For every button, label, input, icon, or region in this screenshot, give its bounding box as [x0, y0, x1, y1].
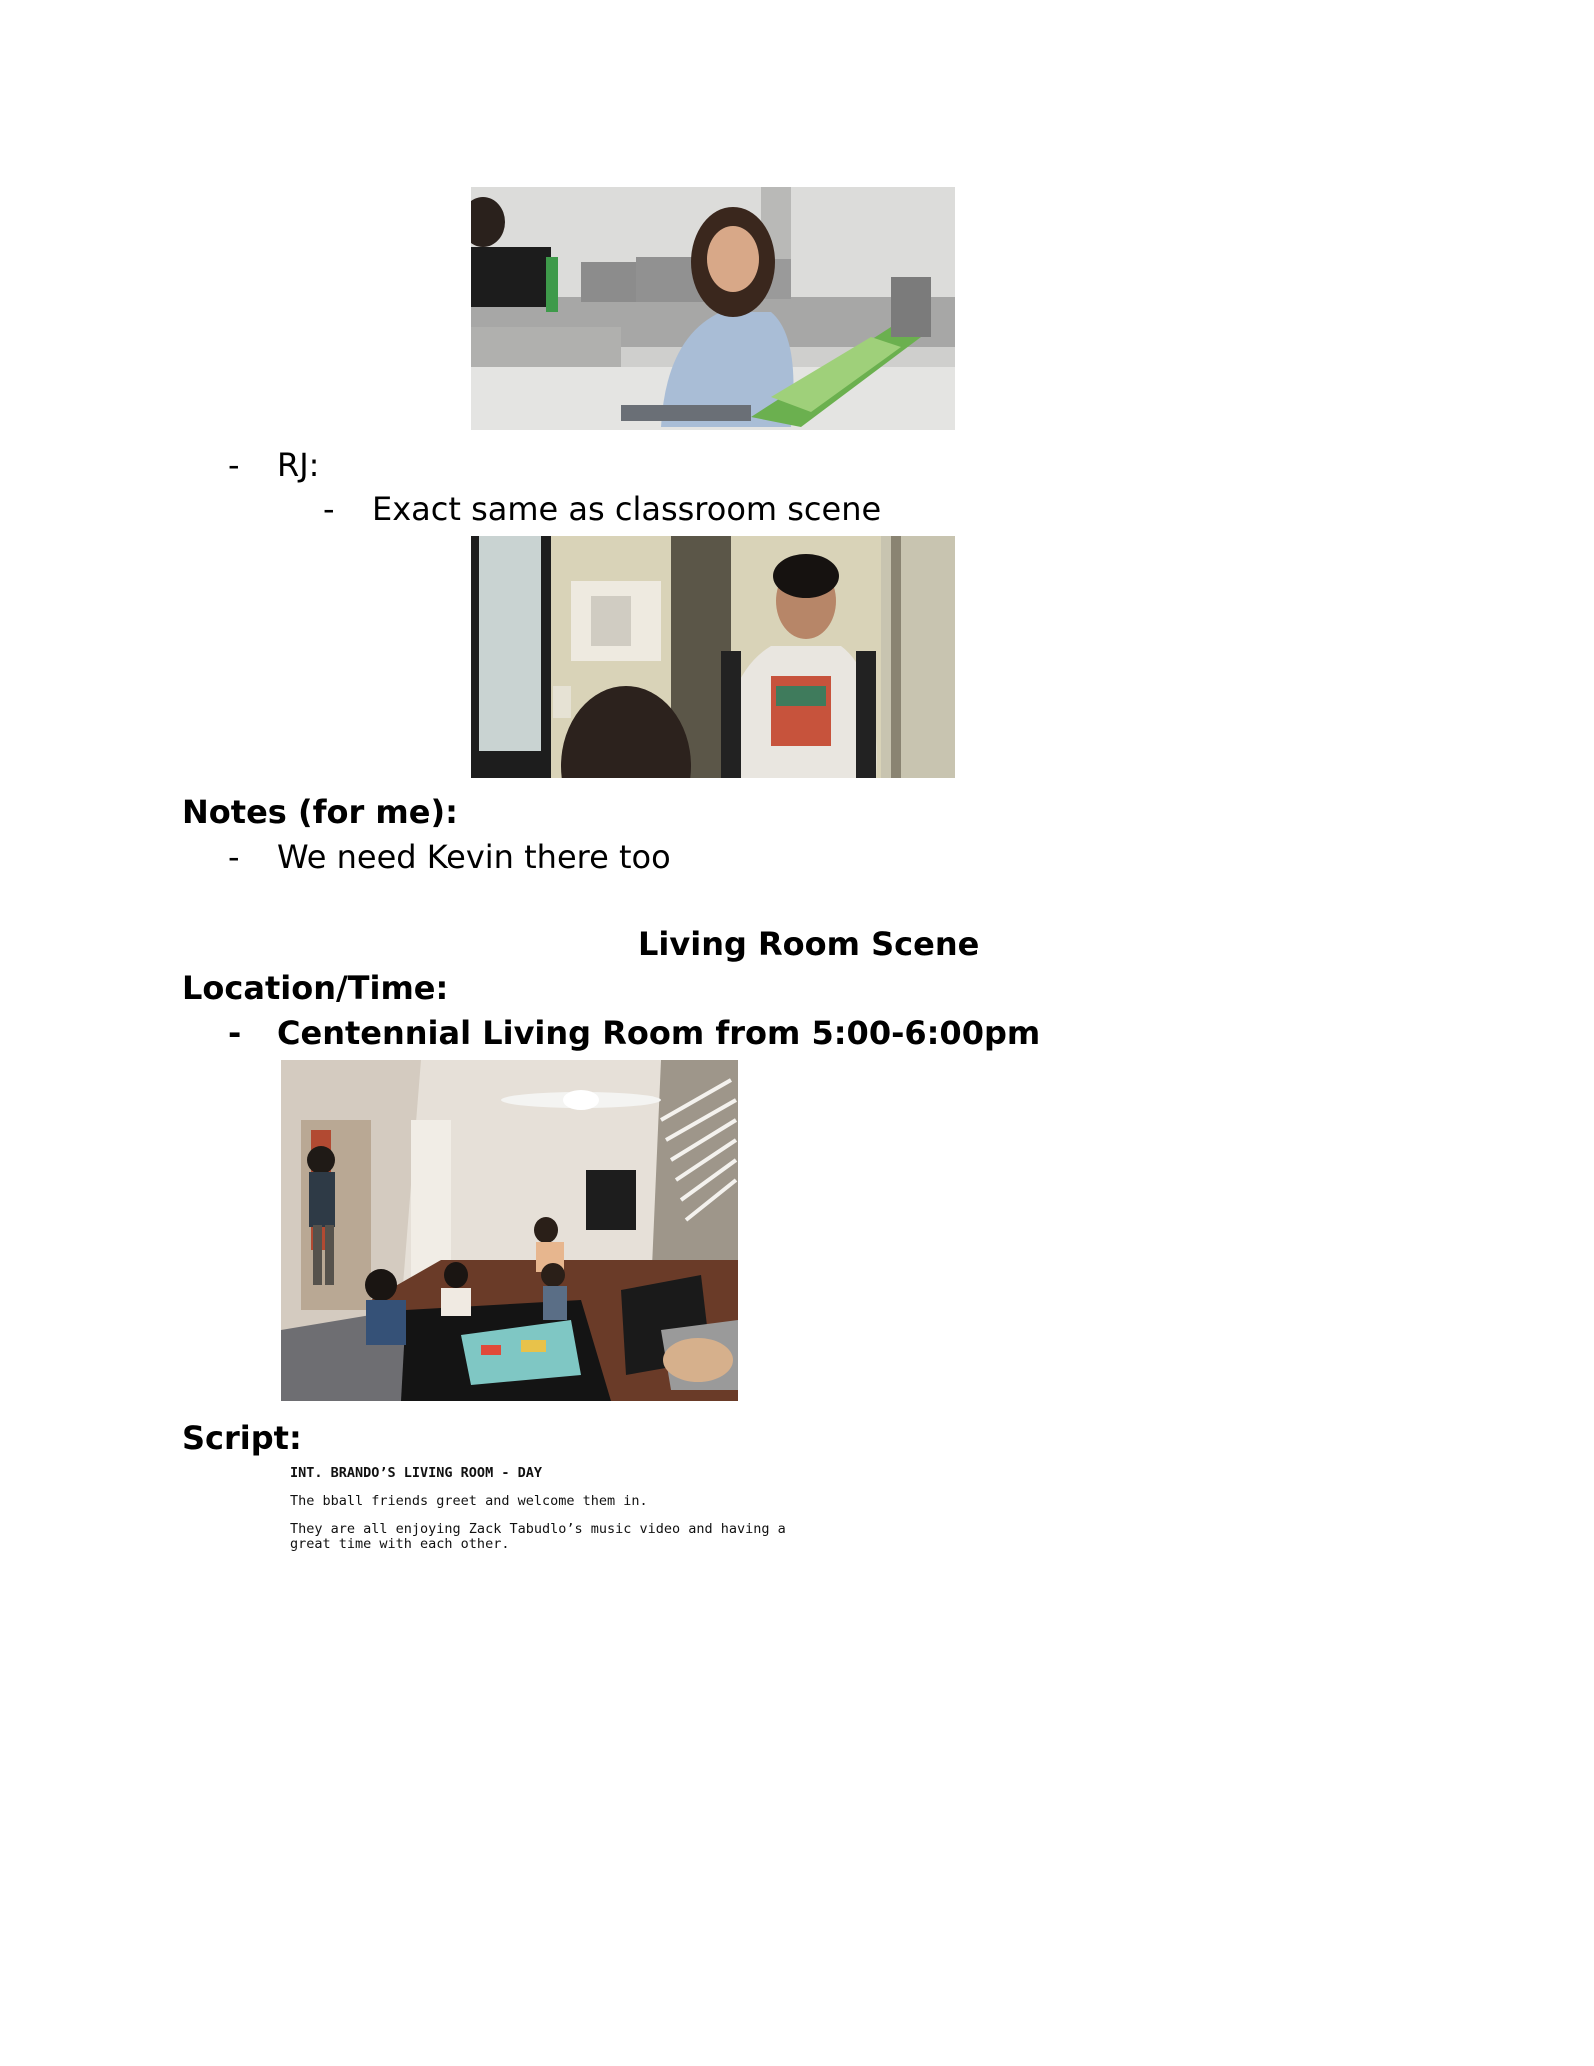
script-action-2-line-1: They are all enjoying Zack Tabudlo’s music video and having a [290, 1521, 786, 1537]
script-heading: Script: [182, 1419, 302, 1457]
location-bullet-dash: - [228, 1014, 242, 1052]
rj-sub-text: Exact same as classroom scene [372, 490, 882, 528]
classroom-rj-photo [471, 536, 955, 778]
script-action-2-line-2: great time with each other. [290, 1536, 510, 1552]
script-excerpt [290, 1466, 850, 1556]
rj-sub-bullet-dash: - [323, 490, 335, 528]
location-time-heading: Location/Time: [182, 969, 449, 1007]
rj-bullet-dash: - [228, 446, 240, 484]
living-room-photo [281, 1060, 738, 1401]
script-slugline: INT. BRANDO’S LIVING ROOM - DAY [290, 1466, 542, 1481]
notes-bullet-dash: - [228, 838, 240, 876]
notes-heading: Notes (for me): [182, 793, 458, 831]
classroom-woman-laptop-photo [471, 187, 955, 430]
notes-item: We need Kevin there too [277, 838, 671, 876]
location-value: Centennial Living Room from 5:00-6:00pm [277, 1014, 1041, 1052]
scene-title: Living Room Scene [638, 925, 980, 963]
script-action-1: The bball friends greet and welcome them in. [290, 1493, 648, 1509]
rj-label: RJ: [277, 446, 320, 484]
